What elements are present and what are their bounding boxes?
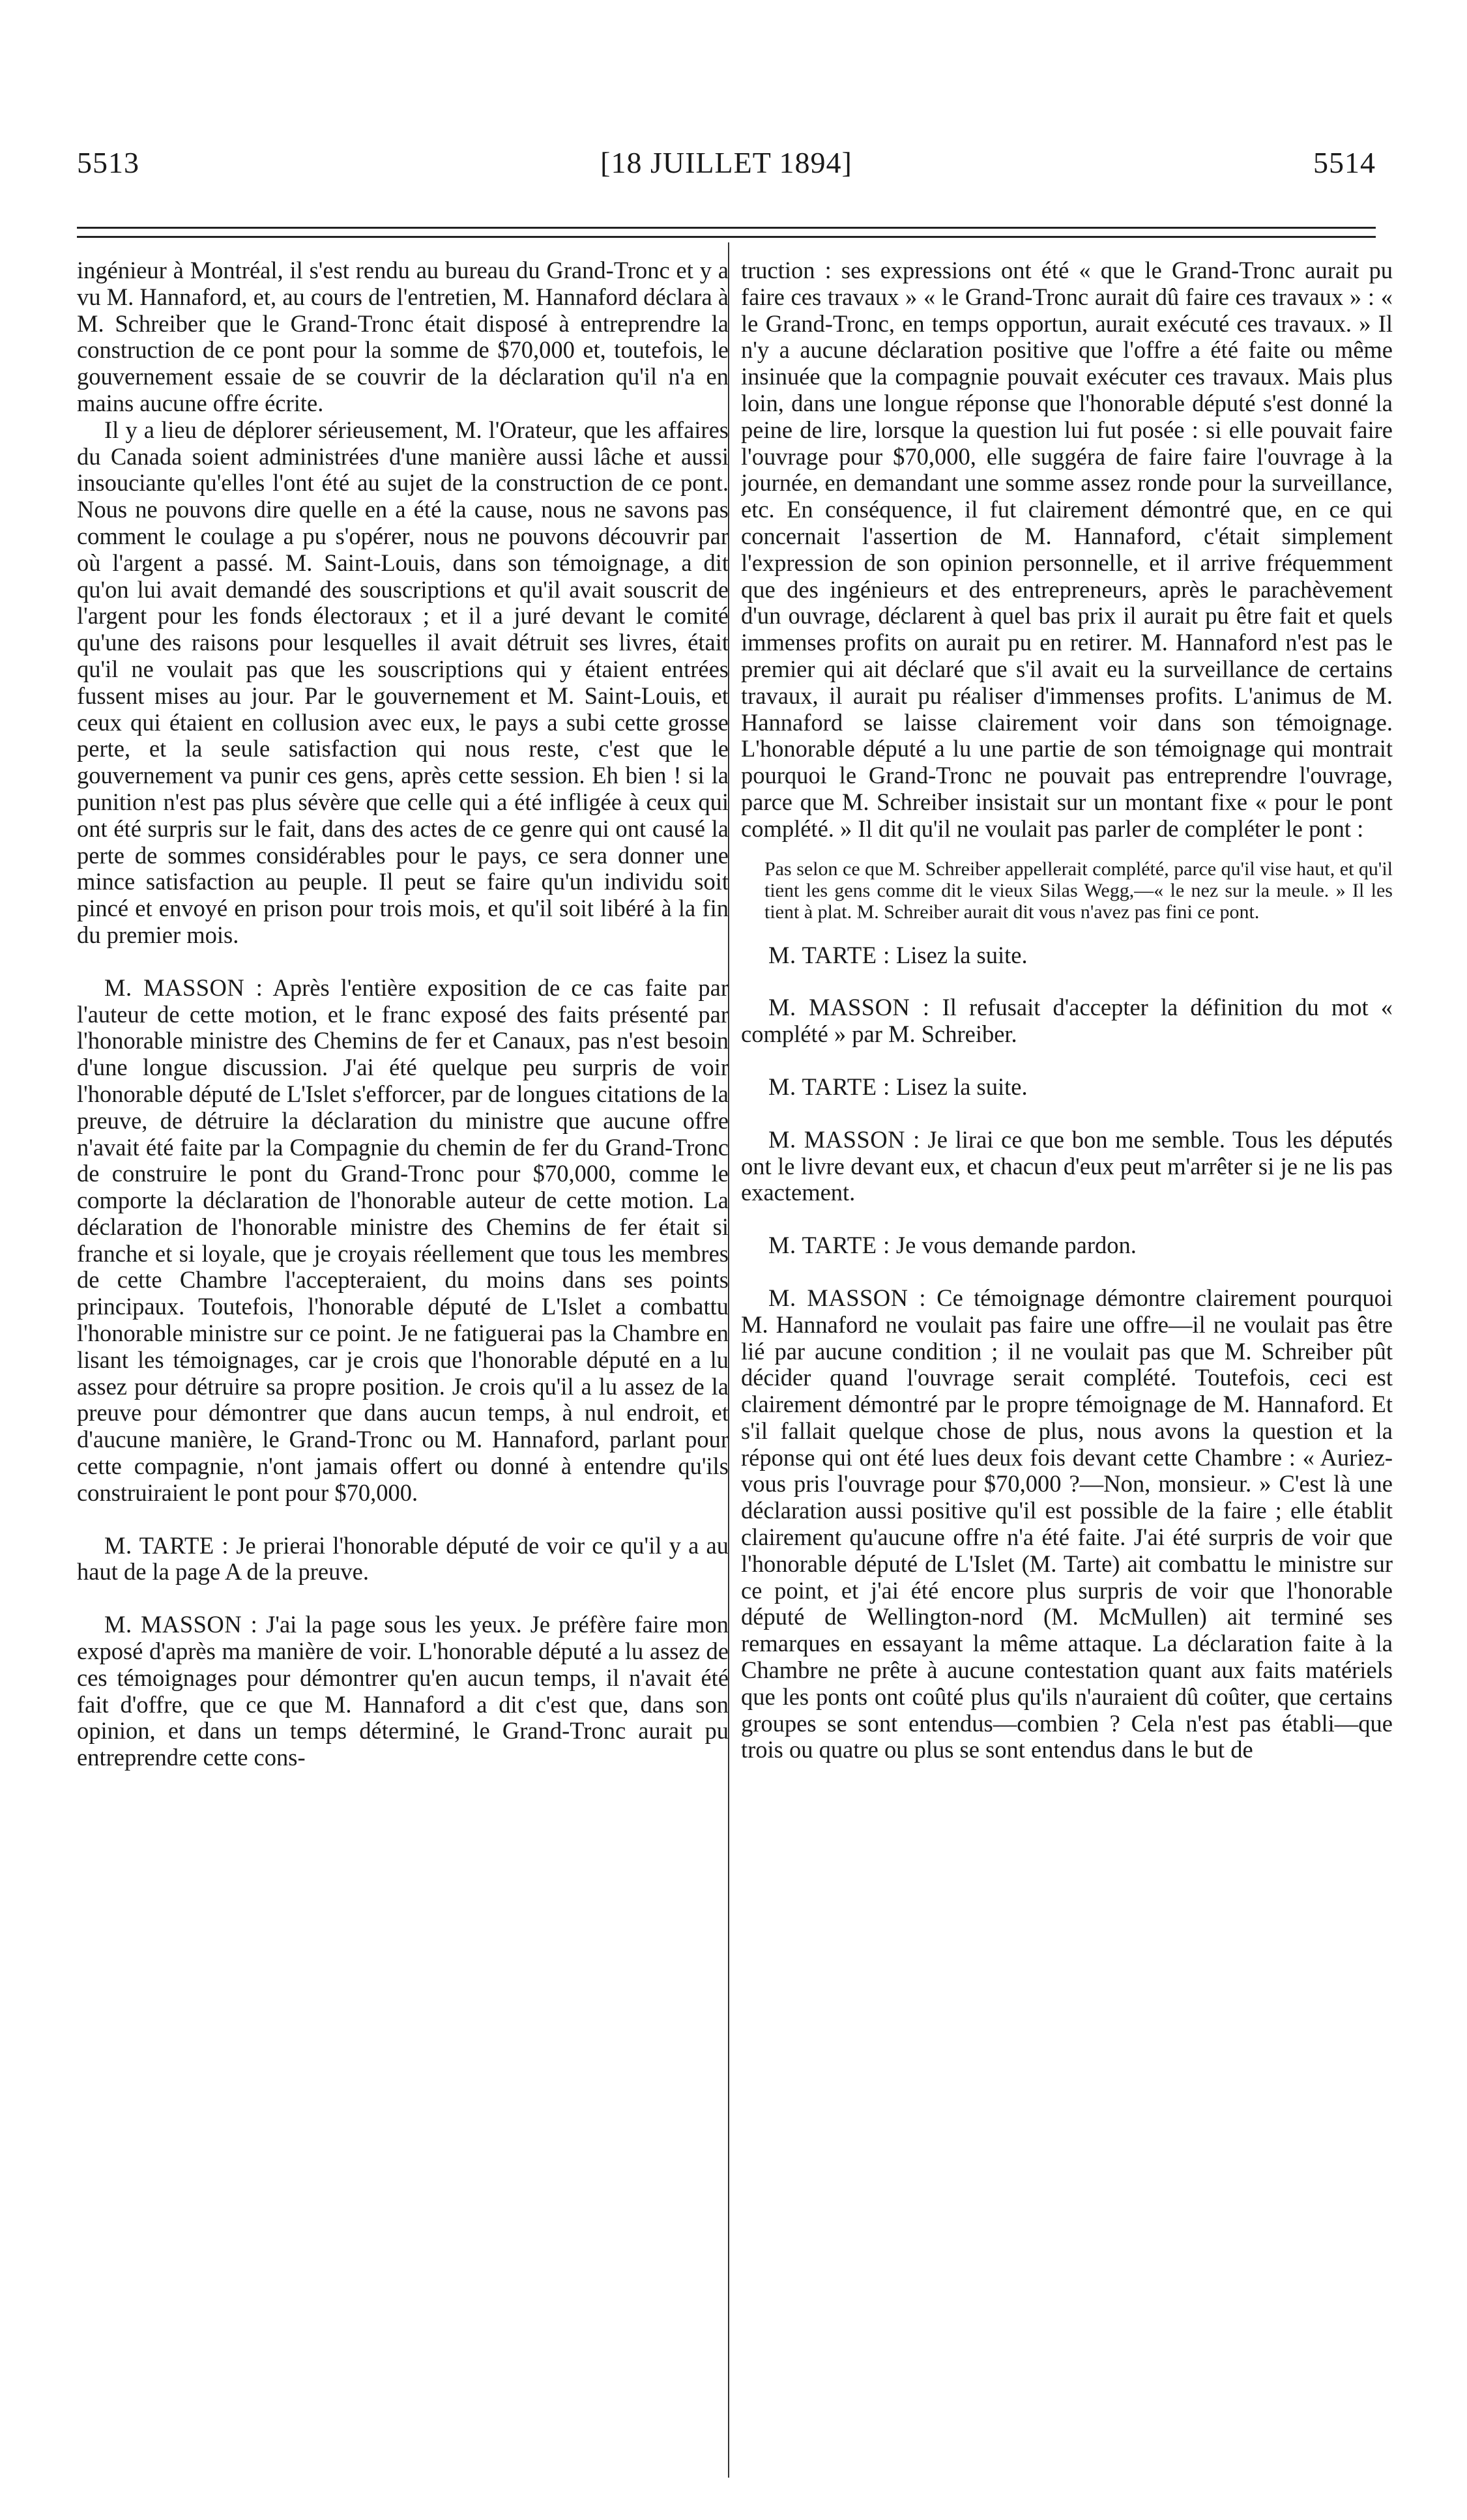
speech-paragraph [741,1074,1393,1101]
paragraph [741,257,1393,843]
speech-paragraph [77,1612,729,1771]
page-number-right: 5514 [1313,146,1376,179]
header-rule-top [77,227,1376,229]
paragraph-text: ingénieur à Montréal, il s'est rendu au bureau du Grand-Tronc et y a vu M. Hannaford, et, au cours de l'entretien, M. Hannaford déclara à M. Schreiber que le Grand-Tronc était disposé à entreprendre la construction de ce pont pour la somme de $70,000 et, toutefois, le gouvernement essaie de se couvrir de la déclaration qu'il n'a en mains aucune offre écrite. [77,257,729,416]
speech-paragraph [741,942,1393,969]
speech-paragraph [741,994,1393,1048]
paragraph-text: Je lirai ce que bon me semble. Tous les députés ont le livre devant eux, et chacun d'eux peut m'arrêter si je ne lis pas exactement. [741,1125,1393,1206]
speaker-name: M. MASSON : [768,1284,926,1311]
speaker-name: M. MASSON : [768,1125,920,1153]
paragraph-text: Il y a lieu de déplorer sérieusement, M. l'Orateur, que les affaires du Canada soient administrées d'une manière aussi lâche et aussi insouciante qu'elles l'ont été au sujet de la construction de ce pont. Nous ne pouvons dire quelle en a été la cause, nous ne savons pas comment le coulage a pu s'opérer, nous ne pouvons découvrir par où l'argent a passé. M. Saint-Louis, dans son témoignage, a dit qu'on lui avait demandé des souscriptions et qu'il avait souscrit de l'argent pour les fonds électoraux ; et il a juré devant le comité qu'une des raisons pour lesquelles il avait détruit ses livres, était qu'il ne voulait pas que les souscriptions qui y étaient entrées fussent mises au jour. Par le gouvernement et M. Saint-Louis, et ceux qui étaient en collusion avec eux, le pays a subi cette grosse perte, et la seule satisfaction qui nous reste, c'est que le gouvernement va punir ces gens, après cette session. Eh bien ! si la punition n'est pas plus sévère que celle qui a été infligée à ceux qui ont été surpris sur le fait, dans des actes de ce genre qui ont causé la perte de sommes considérables pour le pays, ce sera donner une mince satisfaction au peuple. Il peut se faire qu'un individu soit pincé et envoyé en prison pour trois mois, et qu'il soit libéré à la fin du premier mois. [77,416,729,948]
paragraph-text: Il refusait d'accepter la définition du mot « complété » par M. Schreiber. [741,994,1393,1048]
paragraph-text: J'ai la page sous les yeux. Je préfère faire mon exposé d'après ma manière de voir. L'honorable député a lu assez de ces témoignages pour démontrer qu'en aucun temps, il n'avait été fait d'offre, que ce que M. Hannaford a dit c'est que, dans son opinion, et dans un temps déterminé, le Grand-Tronc aurait pu entreprendre cette cons- [77,1611,729,1771]
paragraph [77,417,729,949]
speech-paragraph [741,1127,1393,1206]
page-number-left: 5513 [77,146,139,179]
speaker-name: M. MASSON : [104,1611,258,1638]
paragraph-text: Je vous demande pardon. [890,1232,1137,1259]
paragraph-text: Lisez la suite. [890,1073,1028,1100]
column-divider [728,242,729,2478]
header-date: [18 JUILLET 1894] [600,146,852,179]
speaker-name: M. TARTE : [768,1232,890,1259]
paragraph-text: Ce témoignage démontre clairement pourquoi M. Hannaford ne voulait pas faire une offre—il ne voulait pas être lié par aucune condition ; il ne voulait pas que M. Schreiber pût décider quand l'ouvrage serait complété. Toutefois, ceci est clairement démontré par le propre témoignage de M. Hannaford. Et s'il fallait quelque chose de plus, nous avons la question et la réponse qui ont été lues deux fois devant cette Chambre : « Auriez-vous pris l'ouvrage pour $70,000 ?—Non, monsieur. » C'est là une déclaration aussi positive qu'il est possible de la faire ; elle établit clairement qu'aucune offre n'a été faite. J'ai été surpris de voir que l'honorable député de L'Islet (M. Tarte) ait combattu le ministre sur ce point, et j'ai été encore plus surpris de voir que l'honorable député de Wellington-nord (M. McMullen) ait terminé ses remarques en essayant la même attaque. La déclaration faite à la Chambre ne prête à aucune contestation quant aux faits matériels que les ponts ont coûté plus qu'ils n'auraient dû coûter, que certains groupes se sont entendus—combien ? Cela n'est pas établi—que trois ou quatre ou plus se sont entendus dans le but de [741,1284,1393,1763]
speech-paragraph [741,1285,1393,1763]
header-rule-bottom [77,236,1376,238]
paragraph-text: Après l'entière exposition de ce cas faite par l'auteur de cette motion, et le franc exposé des faits présenté par l'honorable ministre des Chemins de fer et Canaux, pas n'est besoin d'une longue discussion. J'ai été quelque peu surpris de voir l'honorable député de L'Islet s'efforcer, par de longues citations de la preuve, de détruire la déclaration du ministre que aucune offre n'avait été faite par la Compagnie du chemin de fer du Grand-Tronc de construire le pont du Grand-Tronc pour $70,000, comme le comporte la déclaration de l'honorable auteur de cette motion. La déclaration de l'honorable ministre des Chemins de fer était si franche et si loyale, que je croyais réellement que tous les membres de cette Chambre l'accepteraient, du moins dans ses points principaux. Toutefois, l'honorable député de L'Islet a combattu l'honorable ministre sur ce point. Je ne fatiguerai pas la Chambre en lisant les témoignages, car je crois que l'honorable député en a lu assez pour détruire sa propre position. Je crois qu'il a lu assez de la preuve pour démontrer que dans aucun temps, à nul endroit, et d'aucune manière, le Grand-Tronc ou M. Hannaford, parlant pour cette compagnie, n'ont jamais offert ou donné à entendre qu'ils construiraient le pont pour $70,000. [77,974,729,1506]
paragraph-text: truction : ses expressions ont été « que le Grand-Tronc aurait pu faire ces travaux » « le Grand-Tronc aurait dû faire ces travaux » : « le Grand-Tronc, en temps opportun, aurait exécuté ces travaux. » Il n'y a aucune déclaration positive que l'offre a été faite ou même insinuée que la compagnie pouvait exécuter ces travaux. Mais plus loin, dans une longue réponse que l'honorable député s'est donné la peine de lire, lorsque la question lui fut posée : si elle pouvait faire l'ouvrage pour $70,000, elle suggéra de faire faire l'ouvrage à la journée, en demandant une somme assez ronde pour la surveillance, etc. En conséquence, il fut clairement démontré que, en ce qui concernait l'assertion de M. Hannaford, c'était simplement l'expression de son opinion personnelle, et il arrive fréquemment que des ingénieurs et des entrepreneurs, après le parachèvement d'un ouvrage, déclarent à quel bas prix il aurait pu être fait et quels immenses profits on aurait pu en retirer. M. Hannaford n'est pas le premier qui ait déclaré que s'il avait eu la surveillance de certains travaux, il aurait pu réaliser d'immenses profits. L'animus de M. Hannaford se laisse clairement voir dans son témoignage. L'honorable député a lu une partie de son témoignage qui montrait pourquoi le Grand-Tronc ne pouvait pas entreprendre l'ouvrage, parce que M. Schreiber insistait sur un montant fixe « pour le pont complété. » Il dit qu'il ne voulait pas parler de compléter le pont : [741,257,1393,842]
speech-paragraph [77,975,729,1507]
block-quote [764,858,1393,923]
speaker-name: M. TARTE : [768,1073,890,1100]
speaker-name: M. TARTE : [104,1531,229,1559]
speech-paragraph [77,1533,729,1586]
speaker-name: M. MASSON : [104,974,263,1001]
paragraph-text: Je prierai l'honorable député de voir ce qu'il y a au haut de la page A de la preuve. [77,1531,729,1586]
right-column [741,257,1393,2476]
speaker-name: M. TARTE : [768,941,890,968]
left-column [77,257,729,2476]
paragraph [77,257,729,417]
page-header [77,145,1376,190]
speaker-name: M. MASSON : [768,994,930,1021]
quote-text: Pas selon ce que M. Schreiber appellerait complété, parce qu'il vise haut, et qu'il tient les gens comme dit le vieux Silas Wegg,—« le nez sur la meule. » Il les tient à plat. M. Schreiber aurait dit vous n'avez pas fini ce pont. [764,858,1393,923]
speech-paragraph [741,1232,1393,1259]
paragraph-text: Lisez la suite. [890,941,1028,968]
